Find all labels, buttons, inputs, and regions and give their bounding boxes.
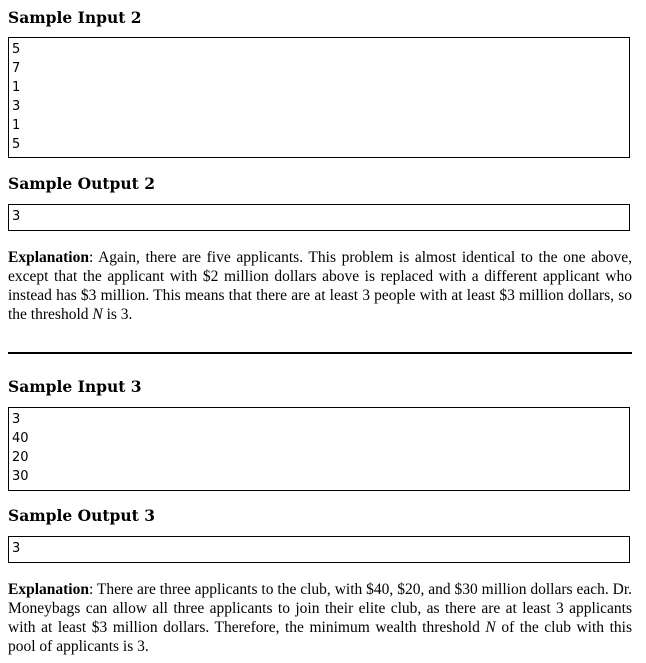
sample-line: 3 bbox=[12, 209, 21, 224]
sample-line: 20 bbox=[12, 450, 29, 465]
explanation-3-variable: N bbox=[485, 619, 496, 636]
sample-input-3-lines bbox=[9, 408, 629, 486]
sample-output-2-lines bbox=[9, 205, 629, 226]
sample-output-2-heading: Sample Output 2 bbox=[8, 174, 156, 193]
explanation-3-label: Explanation bbox=[8, 581, 89, 598]
explanation-3 bbox=[8, 580, 632, 656]
sample-input-2-heading: Sample Input 2 bbox=[8, 8, 142, 27]
sample-line: 30 bbox=[12, 469, 29, 484]
sample-output-3-lines bbox=[9, 537, 629, 558]
explanation-2-variable: N bbox=[92, 306, 103, 323]
sample-line: 40 bbox=[12, 431, 29, 446]
sample-input-3-box bbox=[8, 407, 630, 491]
sample-line: 3 bbox=[12, 99, 21, 114]
sample-line: 5 bbox=[12, 137, 21, 152]
explanation-2-label: Explanation bbox=[8, 249, 89, 266]
explanation-3-text: : There are three applicants to the club, with $40, $20, and $30 million dollars each. Dr. Moneybags can allow all three applicants to join their elite club, as there are at least 3 applicants with at least $3 million dollars. Therefore, the minimum wealth threshold bbox=[8, 581, 632, 636]
sample-input-3-heading: Sample Input 3 bbox=[8, 377, 142, 396]
sample-output-3-box bbox=[8, 536, 630, 563]
explanation-2-text-end: is 3. bbox=[102, 306, 133, 323]
explanation-2-text: : Again, there are five applicants. This problem is almost identical to the one above, except that the applicant with $2 million dollars above is replaced with a different applicant who instead has $3 million. This means that there are at least 3 people with at least $3 million dollars, so the threshold bbox=[8, 249, 632, 323]
sample-line: 1 bbox=[12, 80, 21, 95]
sample-line: 7 bbox=[12, 61, 21, 76]
explanation-3-text-end: of the club with this pool of applicants is 3. bbox=[8, 619, 632, 655]
sample-input-2-box bbox=[8, 37, 630, 158]
sample-line: 3 bbox=[12, 412, 21, 427]
section-divider bbox=[8, 352, 632, 354]
sample-line: 5 bbox=[12, 42, 21, 57]
sample-output-3-heading: Sample Output 3 bbox=[8, 506, 156, 525]
sample-line: 3 bbox=[12, 541, 21, 556]
explanation-2 bbox=[8, 248, 632, 324]
sample-output-2-box bbox=[8, 204, 630, 231]
sample-line: 1 bbox=[12, 118, 21, 133]
sample-input-2-lines bbox=[9, 38, 629, 154]
